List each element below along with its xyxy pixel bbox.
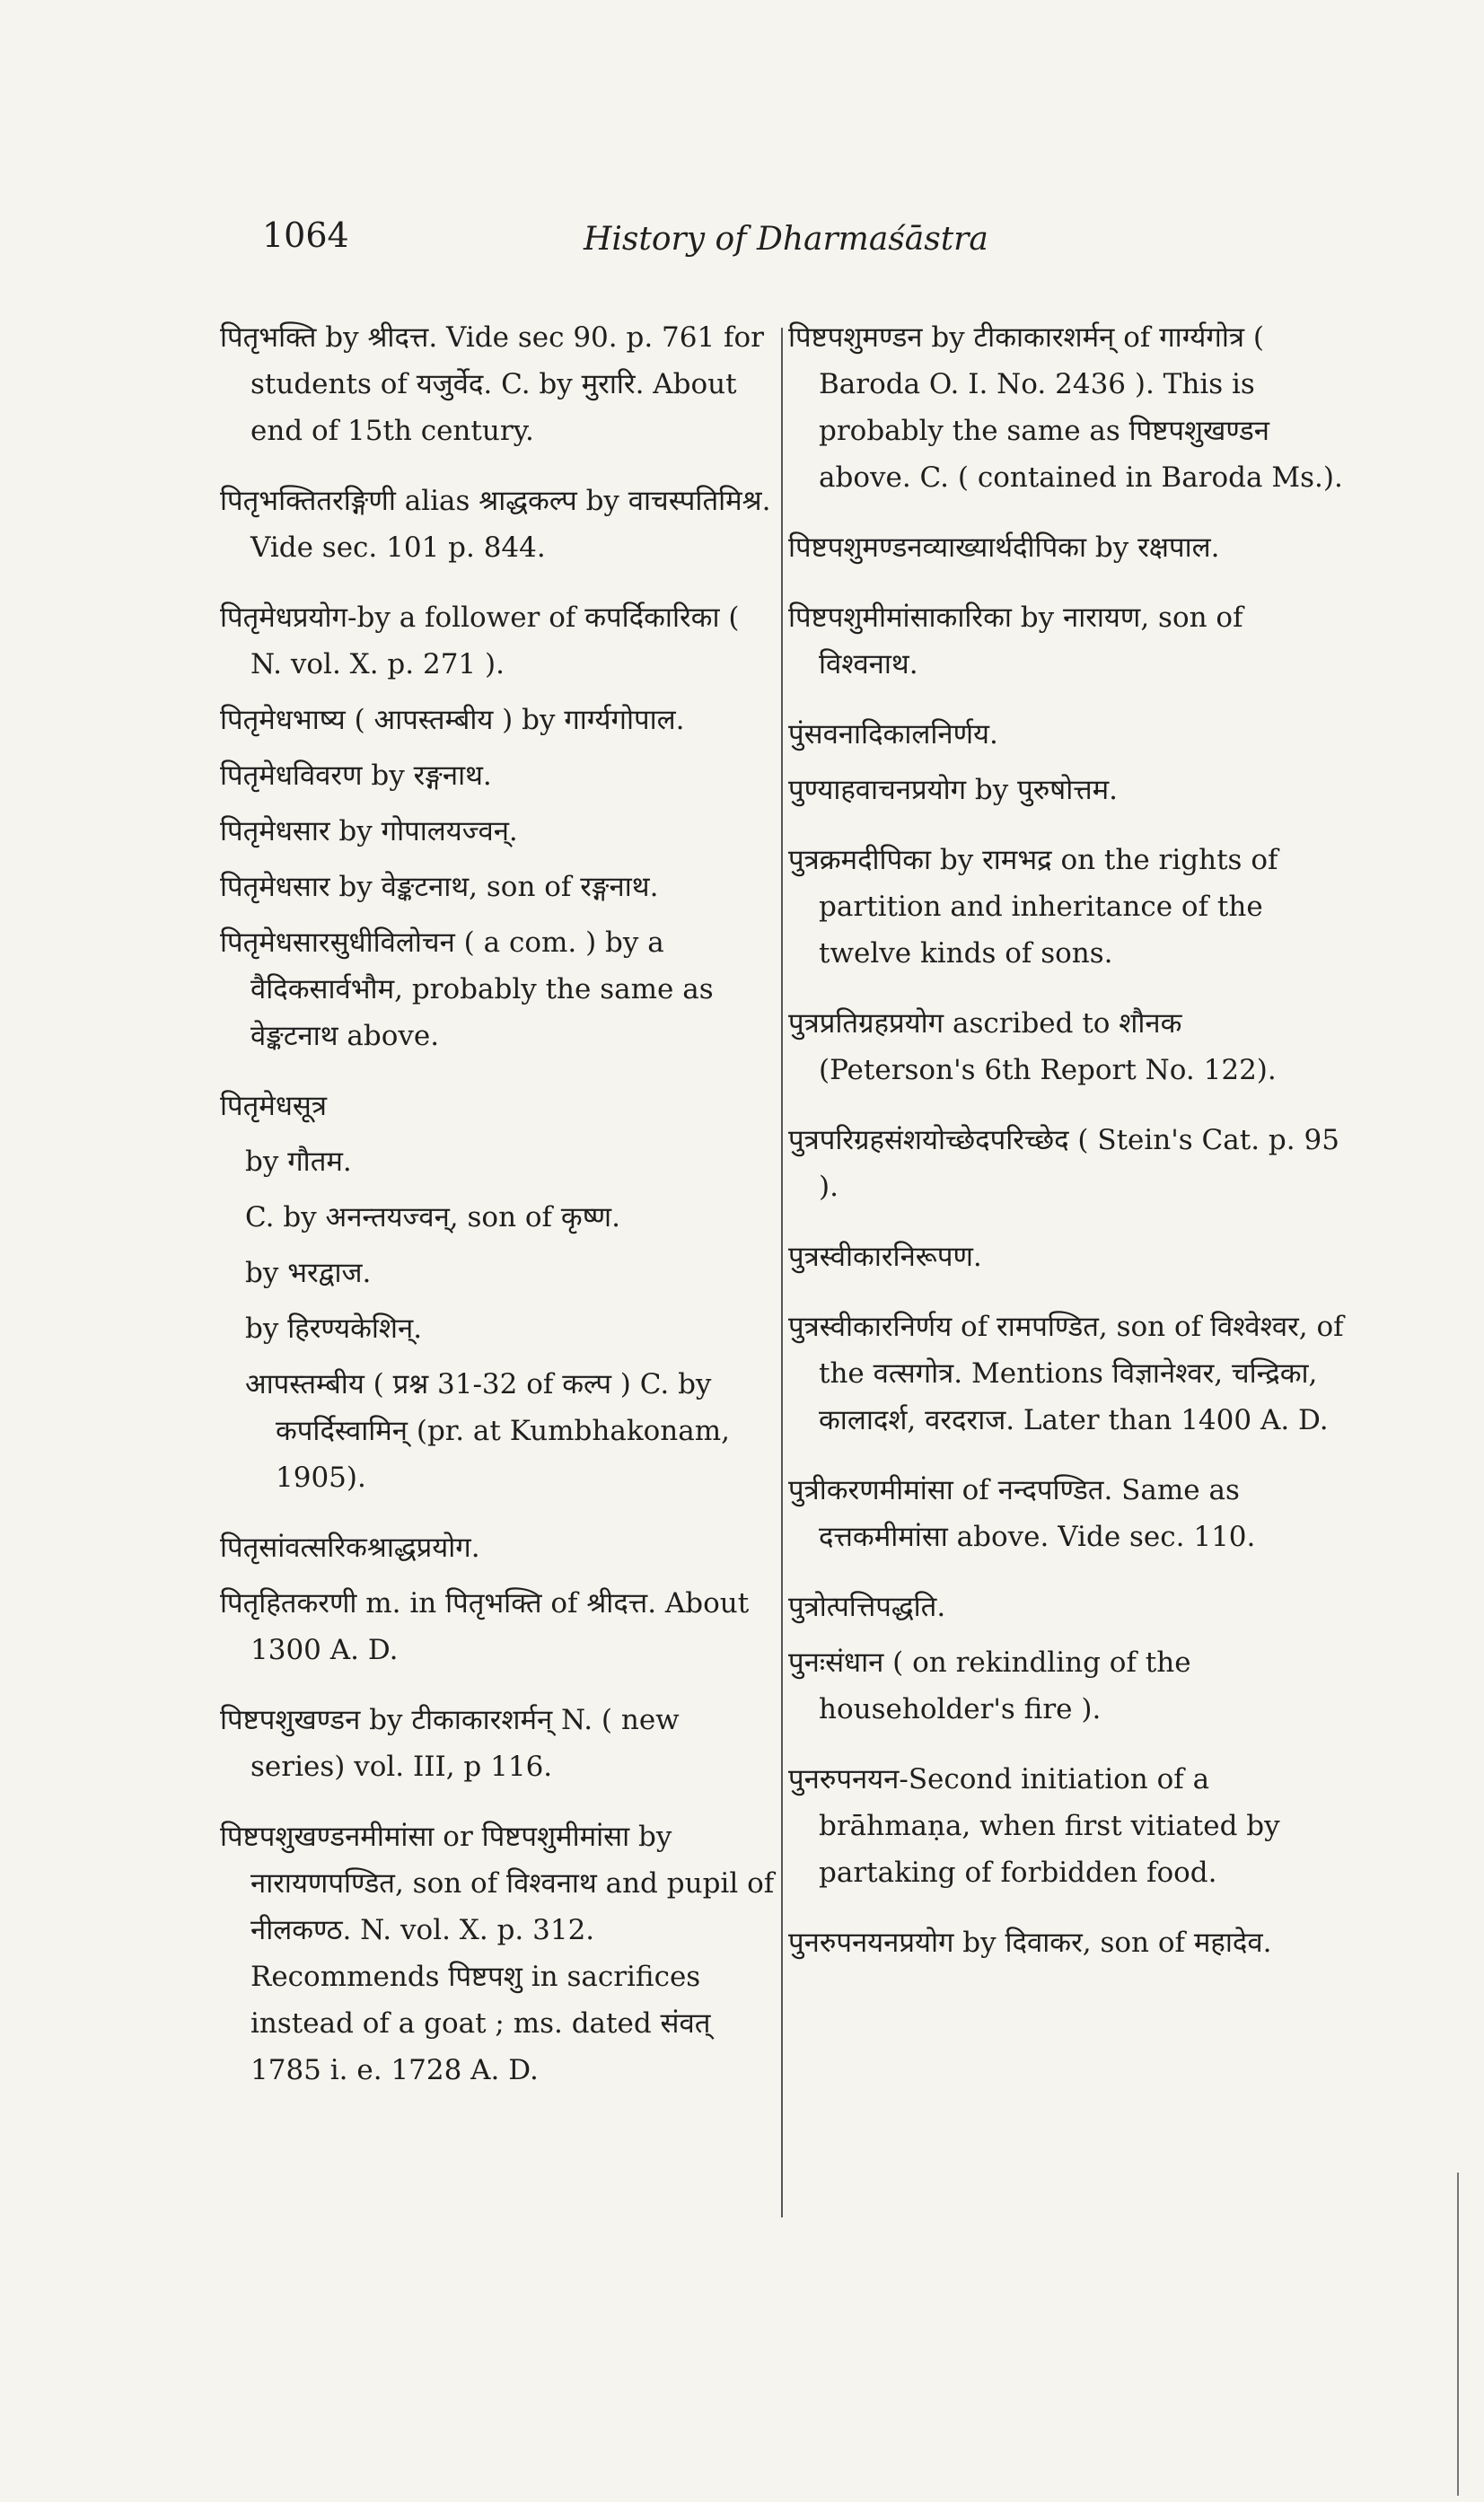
sub-entry: by हिरण्यकेशिन्.: [245, 1312, 423, 1345]
entry: पितृमेधसार by वेङ्कटनाथ, son of रङ्गनाथ.: [220, 871, 659, 903]
right-column: [788, 314, 1345, 1989]
entry: पितृमेधविवरण by रङ्गनाथ.: [220, 759, 492, 792]
entry: पुत्रपरिग्रहसंशयोच्छेदपरिच्छेद ( Stein's Cat. p. 95 ).: [788, 1124, 1339, 1203]
entry: पुण्याहवाचनप्रयोग by पुरुषोत्तम.: [788, 774, 1119, 806]
entry: पितृमेधसार by गोपालयज्वन्.: [220, 815, 518, 847]
sub-entry: by गौतम.: [245, 1146, 352, 1178]
sub-entry: by भरद्वाज.: [245, 1257, 372, 1289]
entry: पुत्रस्वीकारनिर्णय of रामपण्डित, son of विश्वेश्वर, of the वत्सगोत्र. Mentions विज्ञानेश्वर, चन्द्रिका, कालादर्श, वरदराज. Later than 1400 A. D.: [788, 1311, 1344, 1436]
running-title: History of Dharmaśāstra: [584, 221, 988, 258]
entry: पितृसांवत्सरिकश्राद्धप्रयोग.: [220, 1532, 480, 1564]
entry: पितृहितकरणी m. in पितृभक्ति of श्रीदत्त. About 1300 A. D.: [220, 1587, 750, 1666]
entry: पुत्रीकरणमीमांसा of नन्दपण्डित. Same as दत्तकमीमांसा above. Vide sec. 110.: [788, 1474, 1256, 1553]
left-column: [220, 314, 777, 2117]
entry: पिष्टपशुमीमांसाकारिका by नारायण, son of विश्वनाथ.: [788, 601, 1243, 680]
entry: पितृमेधभाष्य ( आपस्तम्बीय ) by गार्ग्यगोपाल.: [220, 704, 685, 736]
column-divider: [781, 328, 783, 2217]
entry-heading: पितृमेधसूत्र: [220, 1090, 327, 1122]
entry: पितृमेधसारसुधीविलोचन ( a com. ) by a वैदिकसार्वभौम, probably the same as वेङ्कटनाथ above.: [220, 926, 714, 1052]
scan-edge-line: [1457, 2173, 1459, 2496]
entry: पिष्टपशुमण्डन by टीकाकारशर्मन् of गार्ग्यगोत्र ( Baroda O. I. No. 2436 ). This is probably the same as पिष्टपशुखण्डन above. C. ( contained in Baroda Ms.).: [788, 321, 1343, 494]
entry: पुत्रक्रमदीपिका by रामभद्र on the rights of partition and inheritance of the twelve kinds of sons.: [788, 844, 1278, 970]
entry: पितृभक्तितरङ्गिणी alias श्राद्धकल्प by वाचस्पतिमिश्र. Vide sec. 101 p. 844.: [220, 485, 771, 564]
sub-entry: आपस्तम्बीय ( प्रश्न 31-32 of कल्प ) C. by कपर्दिस्वामिन् (pr. at Kumbhakonam, 1905).: [245, 1368, 730, 1494]
entry: पुत्रप्रतिग्रहप्रयोग ascribed to शौनक (Peterson's 6th Report No. 122).: [788, 1007, 1277, 1086]
entry: पुनरुपनयन-Second initiation of a brāhmaṇa, when first vitiated by partaking of forbidden food.: [788, 1763, 1280, 1889]
entry: पिष्टपशुमण्डनव्याख्यार्थदीपिका by रक्षपाल.: [788, 531, 1220, 564]
entry: पुंसवनादिकालनिर्णय.: [788, 718, 998, 751]
sub-entry: C. by अनन्तयज्वन्, son of कृष्ण.: [245, 1201, 620, 1233]
entry: पिष्टपशुखण्डनमीमांसा or पिष्टपशुमीमांसा by नारायणपण्डित, son of विश्वनाथ and pupil of नीलकण्ठ. N. vol. X. p. 312. Recommends पिष्टपशु in sacrifices instead of a goat ; ms. dated संवत् 1785 i. e. 1728 A. D.: [220, 1821, 775, 2086]
entry: पुत्रस्वीकारनिरूपण.: [788, 1241, 982, 1273]
entry: पिष्टपशुखण्डन by टीकाकारशर्मन् N. ( new series) vol. III, p 116.: [220, 1704, 680, 1783]
entry: पितृमेधप्रयोग-by a follower of कपर्दिकारिका ( N. vol. X. p. 271 ).: [220, 601, 740, 680]
page-number: 1064: [262, 215, 349, 255]
entry: पुनरुपनयनप्रयोग by दिवाकर, son of महादेव.: [788, 1927, 1272, 1959]
entry: पुनःसंधान ( on rekindling of the householder's fire ).: [788, 1646, 1191, 1725]
entry: पितृभक्ति by श्रीदत्त. Vide sec 90. p. 761 for students of यजुर्वेद. C. by मुरारि. About end of 15th century.: [220, 321, 765, 447]
entry: पुत्रोत्पत्तिपद्धति.: [788, 1591, 946, 1623]
page-header: [0, 215, 1484, 269]
